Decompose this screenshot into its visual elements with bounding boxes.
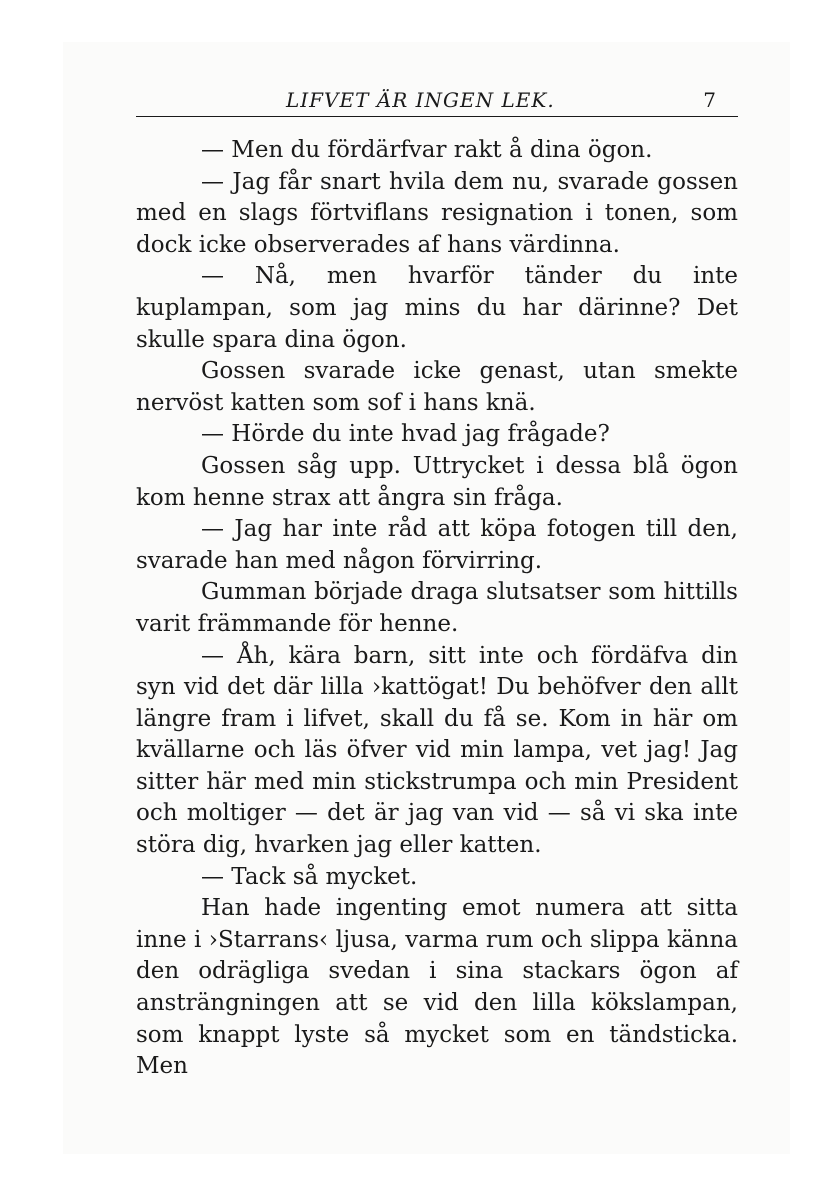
- paragraph: — Hörde du inte hvad jag frågade?: [201, 421, 610, 448]
- paragraph: — Men du fördärfvar rakt å dina ögon.: [201, 137, 653, 163]
- page-number: 7: [703, 88, 716, 112]
- paragraph: — Jag får snart hvila dem nu, svarade gossen med en slags förtviflans resignation i tonen, som dock icke observerades af hans värdinna.: [136, 168, 738, 258]
- paragraph: — Åh, kära barn, sitt inte och fördäfva din syn vid det där lilla ›kattögat! Du behöfver den allt längre fram i lifvet, skall du få se. Kom in här om kvällarne och läs öfver vid min lampa, vet jag! Jag sitter här med min stickstrumpa och min President och moltiger — det är jag van vid — så vi ska inte störa dig, hvarken jag eller katten.: [136, 642, 738, 859]
- body-text: [136, 135, 738, 1083]
- paragraph: Gossen svarade icke genast, utan smekte nervöst katten som sof i hans knä.: [136, 358, 738, 416]
- paragraph: — Nå, men hvarför tänder du inte kuplampan, som jag mins du har därinne? Det skulle spara dina ögon.: [136, 263, 738, 353]
- paragraph: Gossen såg upp. Uttrycket i dessa blå ögon kom henne strax att ångra sin fråga.: [136, 452, 738, 511]
- paragraph: Han hade ingenting emot numera att sitta inne i ›Starrans‹ ljusa, varma rum och slippa känna den odrägliga svedan i sina stackars ögon af ansträngningen att se vid den lilla kökslampan, som knappt lyste så mycket som en tändsticka. Men: [136, 895, 738, 1080]
- running-title: LIFVET ÄR INGEN LEK.: [286, 88, 555, 112]
- header-rule: [136, 116, 738, 117]
- paragraph: — Tack så mycket.: [201, 863, 418, 890]
- page-header: [136, 88, 738, 116]
- paragraph: — Jag har inte råd att köpa fotogen till den, svarade han med någon förvirring.: [136, 516, 738, 574]
- paragraph: Gumman började draga slutsatser som hittills varit främmande för henne.: [136, 579, 738, 637]
